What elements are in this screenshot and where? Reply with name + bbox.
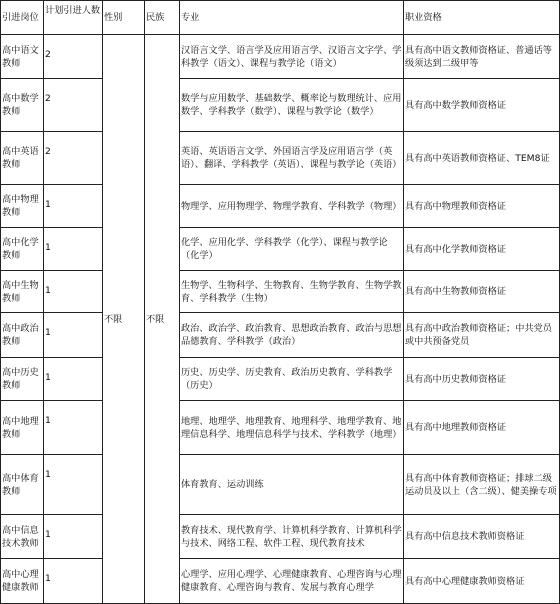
major-cell: 历史、历史学、历史教育、政治历史教育、学科教学（历史）: [180, 358, 404, 401]
ethnicity-cell: 不限: [145, 35, 180, 604]
major-cell: 地理、地理学、地理教育、地理科学、地理学教育、地理信息科学、地理信息科学与技术、学科教学（地理）: [180, 401, 404, 455]
position-cell: 高中心理健康教师: [1, 559, 44, 604]
count-cell: 1: [44, 358, 103, 401]
count-cell: 2: [44, 79, 103, 132]
header-major: 专业: [180, 1, 404, 35]
qualification-cell: 具有高中体育教师资格证；排球二级运动员及以上（含二级）、健美操专项: [404, 455, 560, 515]
table-row: [1, 313, 560, 358]
table-row: [1, 515, 560, 559]
position-cell: 高中物理教师: [1, 185, 44, 228]
position-cell: 高中体育教师: [1, 455, 44, 515]
table-row: [1, 35, 560, 79]
position-cell: 高中语文教师: [1, 35, 44, 79]
count-cell: 1: [44, 185, 103, 228]
major-cell: 汉语言文学、语言学及应用语言学、汉语言文字学、学科教学（语文）、课程与教学论（语文）: [180, 35, 404, 79]
position-cell: 高中英语教师: [1, 132, 44, 185]
position-cell: 高中数学教师: [1, 79, 44, 132]
qualification-cell: 具有高中政治教师资格证；中共党员或中共预备党员: [404, 313, 560, 358]
major-cell: 英语、英语语言文学、外国语言学及应用语言学（英语）、翻译、学科教学（英语）、课程与教学论（英语）: [180, 132, 404, 185]
table-row: [1, 401, 560, 455]
header-position: 引进岗位: [1, 1, 44, 35]
table-row: [1, 185, 560, 228]
count-cell: 2: [44, 35, 103, 79]
table-row: [1, 228, 560, 271]
major-cell: 政治、政治学、政治教育、思想政治教育、政治与思想品德教育、学科教学（政治）: [180, 313, 404, 358]
header-plan-count: 计划引进人数: [44, 1, 103, 35]
qualification-cell: 具有高中化学教师资格证: [404, 228, 560, 271]
qualification-cell: 具有高中地理教师资格证: [404, 401, 560, 455]
major-cell: 教育技术、现代教育学、计算机科学教育、计算机科学与技术、网络工程、软件工程、现代教育技术: [180, 515, 404, 559]
header-qualification: 职业资格: [404, 1, 560, 35]
table-row: [1, 455, 560, 515]
major-cell: 心理学、应用心理学、心理健康教育、心理咨询与心理健康教育、心理咨询与教育、发展与教育心理学: [180, 559, 404, 604]
major-cell: 体育教育、运动训练: [180, 455, 404, 515]
major-cell: 生物学、生物科学、生物教育、生物学教育、生物学教育、学科教学（生物）: [180, 271, 404, 313]
header-row: [1, 1, 560, 35]
qualification-cell: 具有高中物理教师资格证: [404, 185, 560, 228]
qualification-cell: 具有高中生物教师资格证: [404, 271, 560, 313]
position-cell: 高中地理教师: [1, 401, 44, 455]
qualification-cell: 具有高中数学教师资格证: [404, 79, 560, 132]
count-cell: 1: [44, 515, 103, 559]
table-row: [1, 271, 560, 313]
position-cell: 高中政治教师: [1, 313, 44, 358]
gender-cell: 不限: [103, 35, 145, 604]
table-row: [1, 79, 560, 132]
count-cell: 1: [44, 401, 103, 455]
count-cell: 1: [44, 559, 103, 604]
table-row: [1, 132, 560, 185]
table-row: [1, 358, 560, 401]
position-cell: 高中生物教师: [1, 271, 44, 313]
table-row: [1, 559, 560, 604]
header-gender: 性别: [103, 1, 145, 35]
header-ethnicity: 民族: [145, 1, 180, 35]
qualification-cell: 具有高中历史教师资格证: [404, 358, 560, 401]
qualification-cell: 具有高中信息技术教师资格证: [404, 515, 560, 559]
qualification-cell: 具有高中心理健康教师资格证: [404, 559, 560, 604]
count-cell: 1: [44, 228, 103, 271]
qualification-cell: 具有高中英语教师资格证、TEM8证: [404, 132, 560, 185]
major-cell: 化学、应用化学、学科教学（化学）、课程与教学论（化学）: [180, 228, 404, 271]
count-cell: 1: [44, 271, 103, 313]
count-cell: 2: [44, 132, 103, 185]
position-cell: 高中历史教师: [1, 358, 44, 401]
major-cell: 物理学、应用物理学、物理学教育、学科教学（物理）: [180, 185, 404, 228]
position-cell: 高中化学教师: [1, 228, 44, 271]
count-cell: 1: [44, 455, 103, 515]
qualification-cell: 具有高中语文教师资格证、普通话等级须达到二级甲等: [404, 35, 560, 79]
major-cell: 数学与应用数学、基础数学、概率论与数理统计、应用数学、学科教学（数学）、课程与教学论（数学）: [180, 79, 404, 132]
count-cell: 1: [44, 313, 103, 358]
position-cell: 高中信息技术教师: [1, 515, 44, 559]
